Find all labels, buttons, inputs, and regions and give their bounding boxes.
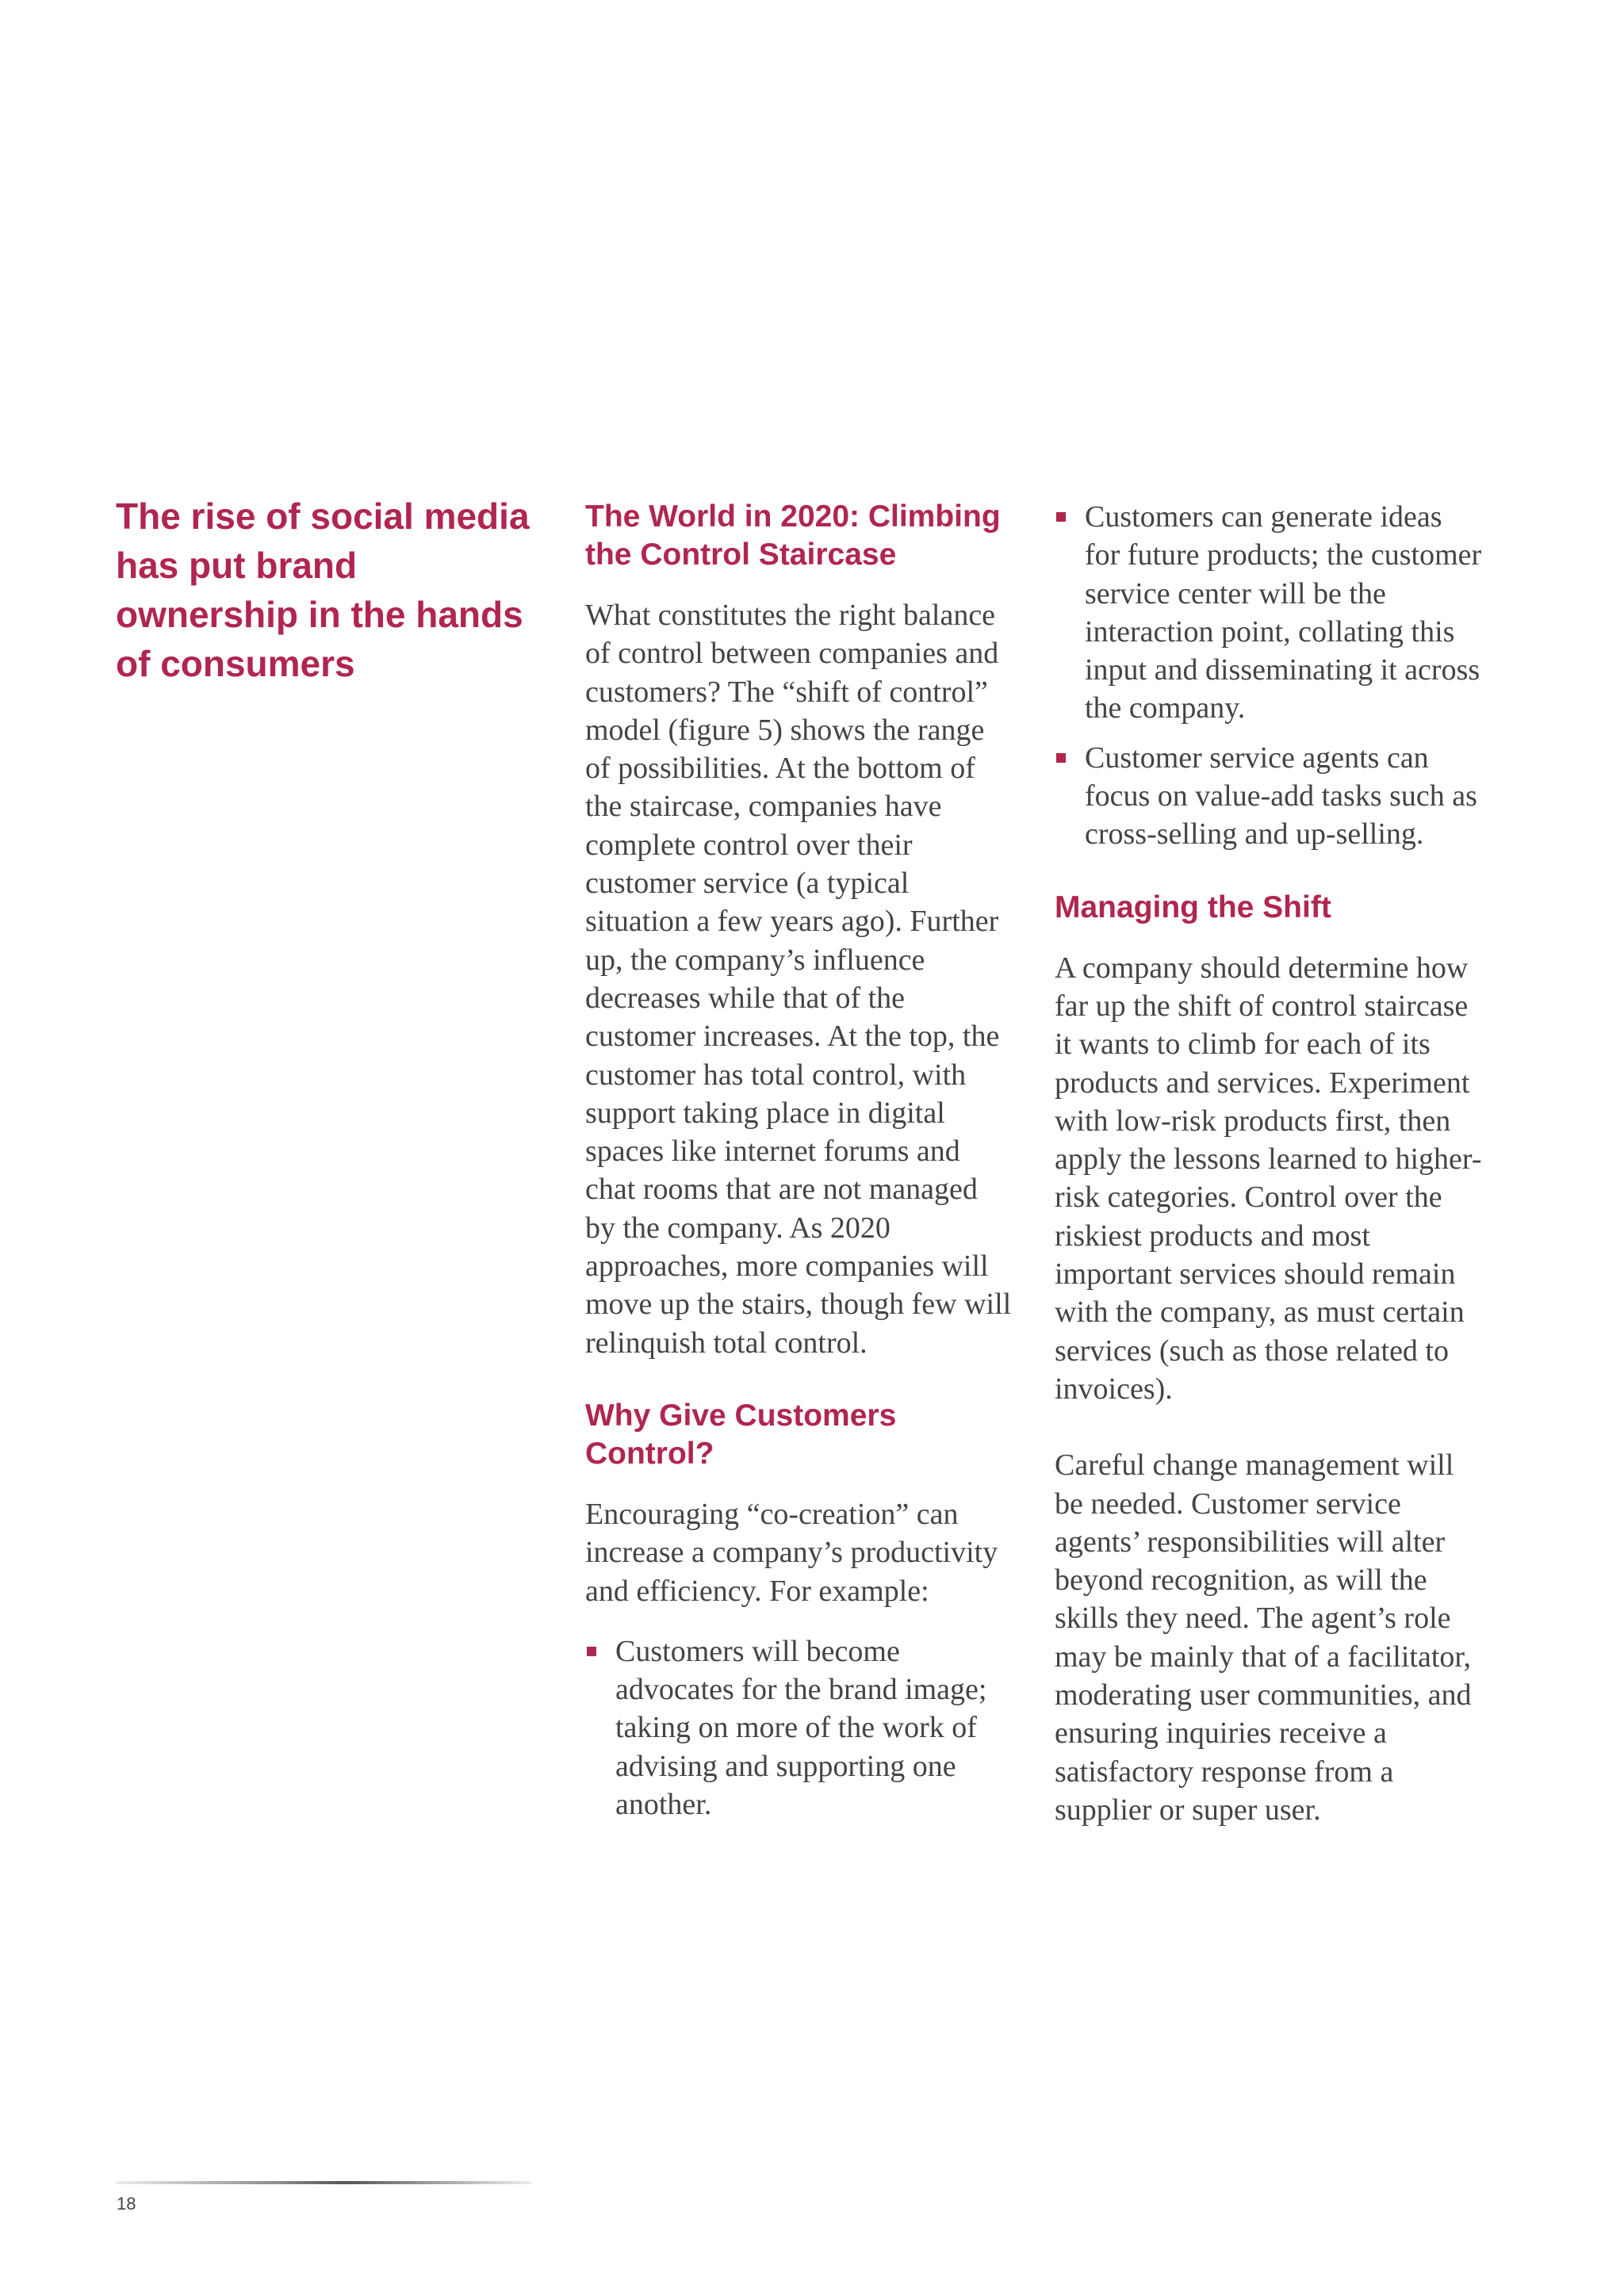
section-heading-world-2020: The World in 2020: Climbing the Control Staircase [585,499,1001,572]
right-column [1055,498,1483,1829]
section-heading-managing-shift: Managing the Shift [1055,890,1331,924]
section-paragraph-world-2020: What constitutes the right balance of control between companies and customers? The “shift of control” model (figure 5) shows the range of possibilities. At the bottom of the staircase, companies have complete control over their customer service (a typical situation a few years ago). Further up, the company’s influence decreases while that of the customer increases. At the top, the customer has total control, with support taking place in digital spaces like internet forums and chat rooms that are not managed by the company. As 2020 approaches, more companies will move up the stairs, though few will relinquish total control. [585,599,1012,1360]
square-bullet-icon [1056,512,1066,522]
pull-quote: The rise of social media has put brand ownership in the hands of consumers [116,496,530,684]
section-heading-why-give-control: Why Give Customers Control? [585,1398,897,1471]
bullet-list [1055,498,1483,854]
middle-column [585,498,1013,1823]
section-paragraph-change-management: Careful change management will be needed. Customer service agents’ responsibilities will alter beyond recognition, as will the skills they need. The agent’s role may be mainly that of a facilitator, moderating user communities, and ensuring inquiries receive a satisfactory response from a supplier or super user. [1055,1448,1472,1827]
section-paragraph-managing-shift: A company should determine how far up the shift of control staircase it wants to climb for each of its products and services. Experiment with low-risk products first, then apply the lessons learned to higher-risk categories. Control over the riskiest products and most important services should remain with the company, as must certain services (such as those related to invoices). [1055,951,1482,1406]
bullet-item [585,1632,1013,1823]
page-number: 18 [117,2194,136,2214]
bullet-item [1055,739,1483,854]
footer-divider [116,2181,531,2184]
bullet-list [585,1632,1013,1823]
section-paragraph-why-give-control: Encouraging “co-creation” can increase a company’s productivity and efficiency. For example: [585,1497,998,1608]
bullet-item [1055,498,1483,728]
bullet-text: Customers will become advocates for the brand image; taking on more of the work of advising and supporting one another. [615,1634,987,1822]
bullet-text: Customer service agents can focus on value-add tasks such as cross-selling and up-selling. [1085,740,1477,851]
bullet-text: Customers can generate ideas for future products; the customer service center will be the interaction point, collating this input and disseminating it across the company. [1085,500,1482,725]
square-bullet-icon [587,1647,596,1656]
square-bullet-icon [1056,753,1066,763]
